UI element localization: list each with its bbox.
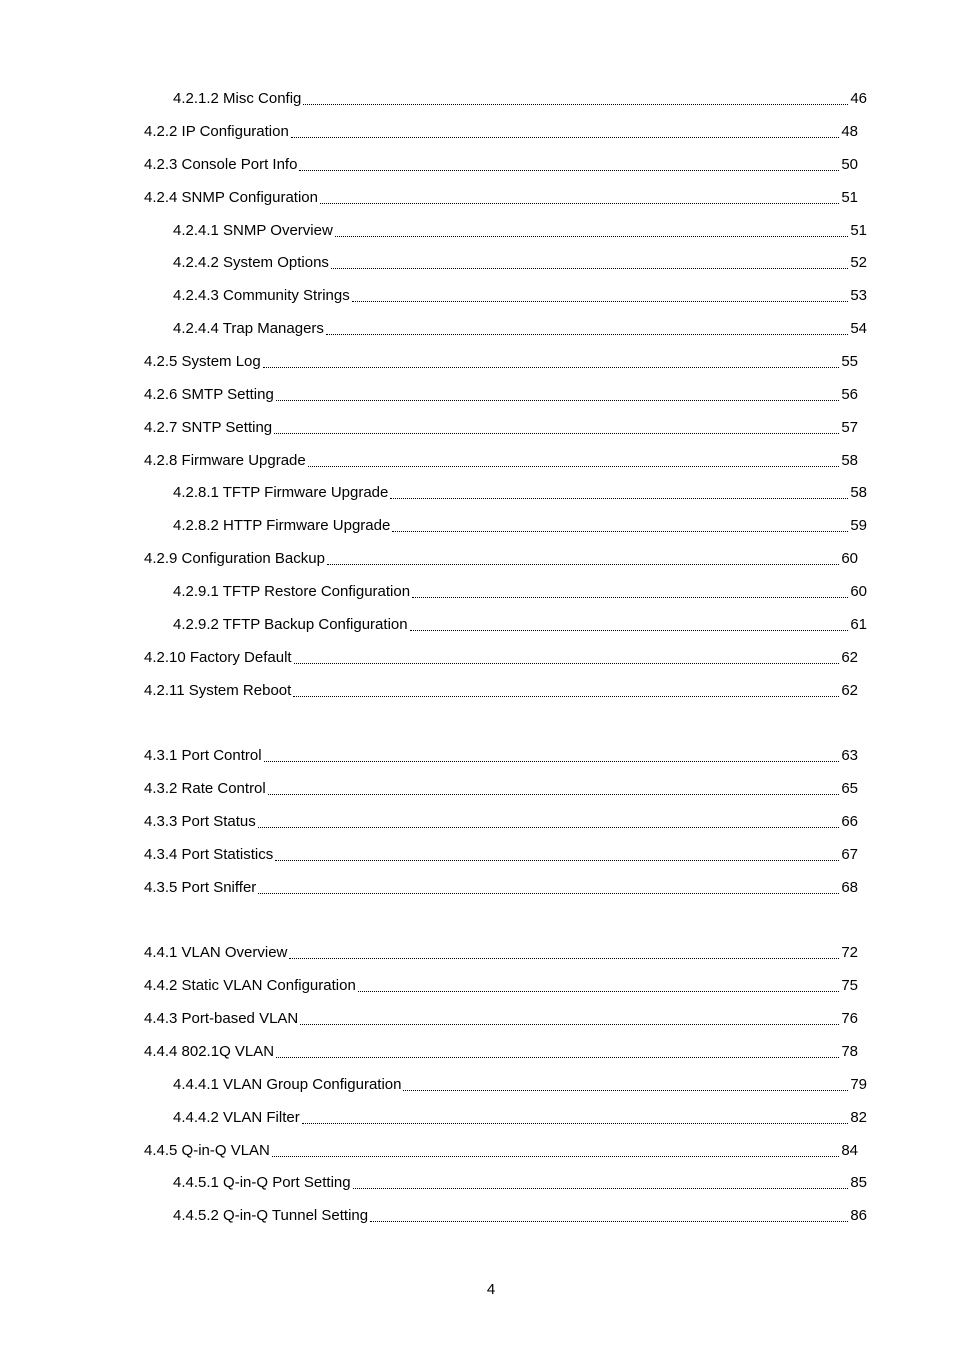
toc-dot-leader bbox=[327, 551, 839, 565]
toc-entry-title: 4.4.1 VLAN Overview bbox=[144, 944, 288, 961]
toc-entry-title: 4.4.5 Q-in-Q VLAN bbox=[144, 1142, 270, 1159]
toc-entry-page: 48 bbox=[841, 123, 858, 140]
toc-dot-leader bbox=[291, 124, 839, 138]
toc-entry-title: 4.2.8 Firmware Upgrade bbox=[144, 452, 306, 469]
toc-entry-title: 4.2.4.1 SNMP Overview bbox=[173, 222, 333, 239]
toc-dot-leader bbox=[370, 1208, 848, 1222]
toc-entry-title: 4.2.4.3 Community Strings bbox=[173, 287, 350, 304]
toc-entry[interactable] bbox=[144, 418, 858, 438]
toc-dot-leader bbox=[268, 781, 840, 795]
toc-entry-page: 60 bbox=[850, 583, 867, 600]
toc-entry[interactable] bbox=[144, 385, 858, 405]
toc-dot-leader bbox=[335, 223, 849, 237]
toc-entry[interactable] bbox=[144, 122, 858, 142]
toc-entry-page: 56 bbox=[841, 386, 858, 403]
toc-entry-page: 57 bbox=[841, 419, 858, 436]
toc-entry[interactable] bbox=[173, 319, 867, 339]
toc-entry-title: 4.2.10 Factory Default bbox=[144, 649, 292, 666]
toc-entry-page: 84 bbox=[841, 1142, 858, 1159]
toc-entry-page: 60 bbox=[841, 550, 858, 567]
toc-entry-page: 54 bbox=[850, 320, 867, 337]
toc-dot-leader bbox=[303, 91, 848, 105]
toc-entry-title: 4.2.4 SNMP Configuration bbox=[144, 189, 318, 206]
toc-entry-page: 63 bbox=[841, 747, 858, 764]
toc-entry-page: 62 bbox=[841, 649, 858, 666]
toc-entry[interactable] bbox=[144, 648, 858, 668]
toc-dot-leader bbox=[275, 847, 839, 861]
toc-entry[interactable] bbox=[144, 976, 858, 996]
toc-entry-title: 4.4.4.2 VLAN Filter bbox=[173, 1109, 300, 1126]
toc-entry-title: 4.2.11 System Reboot bbox=[144, 682, 292, 699]
toc-entry-title: 4.2.8.2 HTTP Firmware Upgrade bbox=[173, 517, 391, 534]
toc-entry-title: 4.2.3 Console Port Info bbox=[144, 156, 298, 173]
toc-dot-leader bbox=[289, 945, 839, 959]
toc-dot-leader bbox=[353, 1175, 849, 1189]
toc-entry[interactable] bbox=[144, 746, 858, 766]
toc-entry-page: 50 bbox=[841, 156, 858, 173]
toc-entry-page: 51 bbox=[850, 222, 867, 239]
toc-entry-title: 4.4.4 802.1Q VLAN bbox=[144, 1043, 275, 1060]
toc-entry[interactable] bbox=[144, 155, 858, 175]
toc-entry-title: 4.2.1.2 Misc Config bbox=[173, 90, 302, 107]
toc-dot-leader bbox=[299, 157, 839, 171]
toc-entry-page: 72 bbox=[841, 944, 858, 961]
toc-entry-title: 4.4.5.1 Q-in-Q Port Setting bbox=[173, 1174, 351, 1191]
toc-dot-leader bbox=[331, 255, 848, 269]
toc-entry[interactable] bbox=[173, 483, 867, 503]
toc-entry[interactable] bbox=[144, 845, 858, 865]
toc-dot-leader bbox=[272, 1143, 839, 1157]
toc-entry[interactable] bbox=[173, 1206, 867, 1226]
toc-entry-title: 4.4.4.1 VLAN Group Configuration bbox=[173, 1076, 402, 1093]
toc-entry[interactable] bbox=[144, 681, 858, 701]
toc-entry-title: 4.2.4.4 Trap Managers bbox=[173, 320, 324, 337]
toc-entry[interactable] bbox=[144, 1009, 858, 1029]
toc-dot-leader bbox=[300, 1011, 839, 1025]
toc-dot-leader bbox=[412, 584, 848, 598]
toc-entry[interactable] bbox=[173, 89, 867, 109]
toc-entry-page: 76 bbox=[841, 1010, 858, 1027]
page-number: 4 bbox=[486, 1281, 496, 1298]
toc-entry-title: 4.2.5 System Log bbox=[144, 353, 261, 370]
toc-entry-page: 62 bbox=[841, 682, 858, 699]
toc-dot-leader bbox=[276, 387, 840, 401]
toc-dot-leader bbox=[410, 617, 849, 631]
toc-entry-title: 4.4.3 Port-based VLAN bbox=[144, 1010, 299, 1027]
toc-entry-page: 61 bbox=[850, 616, 867, 633]
toc-dot-leader bbox=[294, 650, 840, 664]
toc-entry[interactable] bbox=[173, 221, 867, 241]
toc-entry-page: 66 bbox=[841, 813, 858, 830]
toc-dot-leader bbox=[308, 453, 840, 467]
toc-dot-leader bbox=[264, 748, 840, 762]
toc-entry[interactable] bbox=[144, 549, 858, 569]
toc-dot-leader bbox=[390, 485, 848, 499]
toc-entry[interactable] bbox=[144, 943, 858, 963]
toc-entry[interactable] bbox=[173, 1173, 867, 1193]
toc-entry[interactable] bbox=[144, 188, 858, 208]
toc-entry-title: 4.2.8.1 TFTP Firmware Upgrade bbox=[173, 484, 389, 501]
toc-dot-leader bbox=[326, 321, 848, 335]
toc-entry-page: 46 bbox=[850, 90, 867, 107]
toc-entry-page: 52 bbox=[850, 254, 867, 271]
toc-entry-page: 75 bbox=[841, 977, 858, 994]
toc-entry-page: 65 bbox=[841, 780, 858, 797]
toc-dot-leader bbox=[276, 1044, 839, 1058]
toc-entry-page: 85 bbox=[850, 1174, 867, 1191]
toc-dot-leader bbox=[352, 288, 849, 302]
toc-entry-page: 82 bbox=[850, 1109, 867, 1126]
toc-entry-title: 4.2.7 SNTP Setting bbox=[144, 419, 273, 436]
toc-dot-leader bbox=[263, 354, 840, 368]
toc-entry[interactable] bbox=[173, 582, 867, 602]
toc-dot-leader bbox=[258, 814, 840, 828]
toc-dot-leader bbox=[403, 1077, 848, 1091]
toc-entry-page: 51 bbox=[841, 189, 858, 206]
toc-entry[interactable] bbox=[144, 1042, 858, 1062]
toc-entry[interactable] bbox=[144, 779, 858, 799]
toc-entry-page: 79 bbox=[850, 1076, 867, 1093]
toc-entry-page: 58 bbox=[850, 484, 867, 501]
toc-entry-page: 78 bbox=[841, 1043, 858, 1060]
toc-entry[interactable] bbox=[144, 878, 858, 898]
toc-entry[interactable] bbox=[173, 253, 867, 273]
toc-entry-title: 4.3.4 Port Statistics bbox=[144, 846, 274, 863]
toc-entry-title: 4.3.2 Rate Control bbox=[144, 780, 266, 797]
toc-entry[interactable] bbox=[173, 286, 867, 306]
toc-dot-leader bbox=[320, 190, 839, 204]
toc-dot-leader bbox=[258, 880, 839, 894]
toc-entry-title: 4.4.5.2 Q-in-Q Tunnel Setting bbox=[173, 1207, 369, 1224]
toc-entry-title: 4.3.3 Port Status bbox=[144, 813, 256, 830]
toc-entry[interactable] bbox=[144, 451, 858, 471]
toc-entry-title: 4.2.4.2 System Options bbox=[173, 254, 329, 271]
toc-entry-page: 58 bbox=[841, 452, 858, 469]
toc-entry[interactable] bbox=[144, 1141, 858, 1161]
toc-entry-title: 4.4.2 Static VLAN Configuration bbox=[144, 977, 356, 994]
toc-entry-page: 53 bbox=[850, 287, 867, 304]
toc-entry[interactable] bbox=[173, 615, 867, 635]
toc-entry-title: 4.3.1 Port Control bbox=[144, 747, 262, 764]
toc-entry[interactable] bbox=[144, 812, 858, 832]
toc-entry-title: 4.2.6 SMTP Setting bbox=[144, 386, 274, 403]
toc-entry-page: 67 bbox=[841, 846, 858, 863]
toc-dot-leader bbox=[392, 518, 848, 532]
toc-entry[interactable] bbox=[144, 352, 858, 372]
toc-dot-leader bbox=[358, 978, 840, 992]
toc-dot-leader bbox=[302, 1110, 849, 1124]
toc-entry-page: 86 bbox=[850, 1207, 867, 1224]
toc-entry-page: 68 bbox=[841, 879, 858, 896]
toc-entry-title: 4.3.5 Port Sniffer bbox=[144, 879, 257, 896]
toc-entry[interactable] bbox=[173, 516, 867, 536]
toc-entry-title: 4.2.9.2 TFTP Backup Configuration bbox=[173, 616, 408, 633]
toc-entry[interactable] bbox=[173, 1108, 867, 1128]
toc-entry-page: 55 bbox=[841, 353, 858, 370]
toc-entry-title: 4.2.9 Configuration Backup bbox=[144, 550, 325, 567]
toc-entry-page: 59 bbox=[850, 517, 867, 534]
toc-dot-leader bbox=[274, 420, 839, 434]
toc-entry-title: 4.2.2 IP Configuration bbox=[144, 123, 289, 140]
toc-dot-leader bbox=[293, 683, 839, 697]
toc-entry[interactable] bbox=[173, 1075, 867, 1095]
toc-entry-title: 4.2.9.1 TFTP Restore Configuration bbox=[173, 583, 411, 600]
